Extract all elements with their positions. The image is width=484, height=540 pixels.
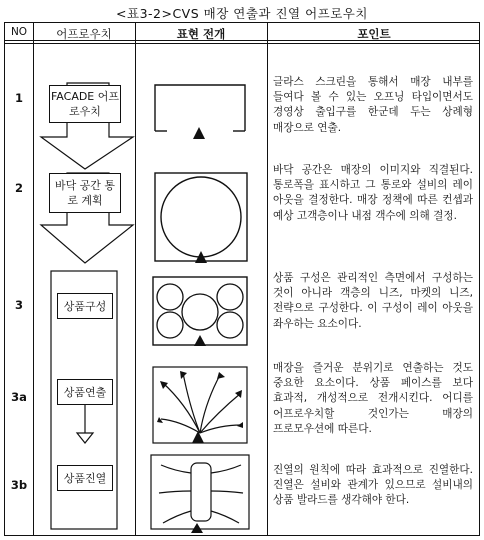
- approach-box-arrangement: 상품진열: [57, 465, 113, 491]
- approach-table: [4, 22, 480, 536]
- header-no: NO: [10, 26, 28, 38]
- point-text: 바닥 공간은 매장의 이미지와 직결된다. 통로폭을 표시하고 그 통로와 설비의 레이 아웃을 결정한다. 매장 정책에 따른 컨셉과 예상 고객층이나 내점 객수에 의해 결정.: [273, 164, 473, 222]
- expression-diagrams: [5, 23, 481, 537]
- display-staging-diagram: [153, 367, 247, 443]
- approach-box-display-staging: 상품연출: [57, 379, 113, 405]
- table-title: <표3-2>CVS 매장 연출과 진열 어프로우치: [116, 6, 368, 21]
- header-point: 포인트: [357, 27, 391, 41]
- header-approach: 어프로우치: [56, 27, 112, 41]
- row-number: 3: [14, 298, 23, 312]
- approach-box-floor: 바닥 공간 통로 계획: [49, 173, 121, 213]
- point-text: 상품 구성은 관리적인 측면에서 구성하는 것이 아니라 객층의 니즈, 마켓의 니즈, 전략으로 구성한다. 이 구성이 레이 아웃을 좌우하는 요소이다.: [273, 272, 473, 330]
- header-expression: 표현 전개: [176, 27, 226, 41]
- arrangement-diagram: [151, 455, 249, 533]
- approach-box-composition: 상품구성: [57, 293, 113, 319]
- storefront-diagram: [155, 85, 245, 139]
- point-text: 진열의 원칙에 따라 효과적으로 진열한다. 진열은 설비와 관계가 있으므로 설비내의 상품 발라드를 생각해야 한다.: [273, 464, 473, 507]
- approach-box-facade: FACADE 어프로우치: [49, 85, 121, 123]
- row-number: 3b: [10, 478, 28, 492]
- point-text: 글라스 스크린을 통해서 매장 내부를 들여다 볼 수 있는 오프닝 타입이면서도 경영상 출입구를 한군데 두는 상례형 매장으로 연출.: [273, 76, 473, 134]
- floor-space-diagram: [155, 173, 247, 263]
- row-number: 3a: [11, 390, 27, 404]
- product-composition-diagram: [153, 277, 247, 346]
- row-number: 2: [14, 181, 23, 195]
- row-number: 1: [14, 91, 23, 105]
- point-text: 매장을 즐거운 분위기로 연출하는 것도 중요한 요소이다. 상품 페이스를 보다 효과적, 개성적으로 전개시킨다. 어디를 어프로우치할 것인가는 매장의 프로모우션에 따른다.: [273, 362, 473, 435]
